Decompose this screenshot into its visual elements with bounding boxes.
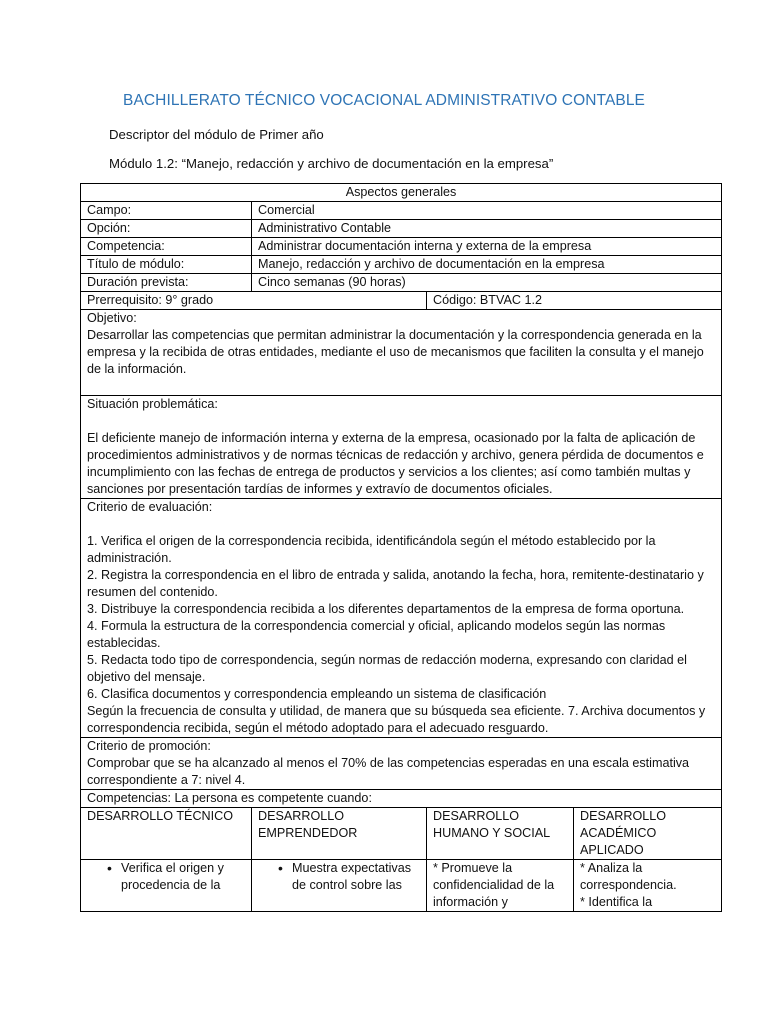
criteria-cell <box>81 499 722 738</box>
dev-header-academic: DESARROLLO ACADÉMICO APLICADO <box>574 808 722 860</box>
row-label: Campo: <box>81 202 252 220</box>
criteria-item: 4. Formula la estructura de la correspondencia comercial y oficial, aplicando modelos según las normas establecidas. <box>87 619 666 650</box>
dev-cell-text: * Promueve la confidencialidad de la información y <box>433 861 555 909</box>
criteria-item: 3. Distribuye la correspondencia recibida a los diferentes departamentos de la empresa de forma oportuna. <box>87 602 685 616</box>
dev-bullet-item: • Verifica el origen y procedencia de la <box>87 860 245 894</box>
promotion-label: Criterio de promoción: <box>87 739 211 753</box>
table-row <box>81 238 722 256</box>
dev-cell-academic <box>574 860 722 912</box>
table-row <box>81 274 722 292</box>
module-name: Módulo 1.2: “Manejo, redacción y archivo de documentación en la empresa” <box>109 156 554 171</box>
dev-cell-technical <box>81 860 252 912</box>
row-label: Opción: <box>81 220 252 238</box>
dev-bullet-item: • Muestra expectativas de control sobre las <box>258 860 420 894</box>
criteria-item: Según la frecuencia de consulta y utilidad, de manera que su búsqueda sea eficiente. 7. Archiva documentos y correspondencia recibida, según el método adoptado para el adecuado resguardo. <box>87 704 706 735</box>
criteria-item: 6. Clasifica documentos y correspondencia empleando un sistema de clasificación <box>87 687 547 701</box>
objective-text: Desarrollar las competencias que permitan administrar la documentación y la correspondencia generada en la empresa y la recibida de otras entidades, mediante el uso de mecanismos que faciliten la consulta y el manejo de la información. <box>87 328 704 376</box>
promotion-text: Comprobar que se ha alcanzado al menos el 70% de las competencias esperadas en una escala estimativa correspondiente a 7: nivel 4. <box>87 756 690 787</box>
row-label: Título de módulo: <box>81 256 252 274</box>
dev-cell-text: * Analiza la correspondencia. * Identifica la <box>580 861 677 909</box>
general-aspects-header: Aspectos generales <box>81 184 722 202</box>
criteria-label: Criterio de evaluación: <box>87 500 213 514</box>
table-row <box>81 256 722 274</box>
document-title: BACHILLERATO TÉCNICO VOCACIONAL ADMINISTRATIVO CONTABLE <box>123 92 645 109</box>
table-row <box>81 292 722 310</box>
prerequisite-cell: Prerrequisito: 9° grado <box>81 292 427 310</box>
dev-header-entrepreneur: DESARROLLO EMPRENDEDOR <box>252 808 427 860</box>
promotion-cell <box>81 738 722 790</box>
row-label: Duración prevista: <box>81 274 252 292</box>
table-row <box>81 202 722 220</box>
row-value: Administrar documentación interna y externa de la empresa <box>252 238 722 256</box>
competencies-label: Competencias: La persona es competente cuando: <box>81 790 722 808</box>
situation-label: Situación problemática: <box>87 397 218 411</box>
row-value: Comercial <box>252 202 722 220</box>
dev-cell-human-social <box>427 860 574 912</box>
dev-header-human-social: DESARROLLO HUMANO Y SOCIAL <box>427 808 574 860</box>
development-header-row <box>81 808 722 860</box>
situation-cell <box>81 396 722 499</box>
criteria-row <box>81 499 722 738</box>
row-value: Cinco semanas (90 horas) <box>252 274 722 292</box>
objective-row <box>81 310 722 396</box>
code-cell: Código: BTVAC 1.2 <box>427 292 722 310</box>
row-value: Administrativo Contable <box>252 220 722 238</box>
objective-cell <box>81 310 722 396</box>
dev-header-technical: DESARROLLO TÉCNICO <box>81 808 252 860</box>
table-header-row <box>81 184 722 202</box>
row-label: Competencia: <box>81 238 252 256</box>
situation-text: El deficiente manejo de información interna y externa de la empresa, ocasionado por la falta de aplicación de procedimientos administrativos y de normas técnicas de redacción y archivo, genera pérdida de documentos e incumplimiento con las fechas de entrega de productos y servicios a los clientes; así como también multas y sanciones por presentación tardías de informes y extravío de documentos oficiales. <box>87 431 704 496</box>
criteria-item: 1. Verifica el origen de la correspondencia recibida, identificándola según el método establecido por la administración. <box>87 534 656 565</box>
development-content-row <box>81 860 722 912</box>
dev-cell-entrepreneur <box>252 860 427 912</box>
situation-row <box>81 396 722 499</box>
module-table <box>80 183 722 912</box>
objective-label: Objetivo: <box>87 311 137 325</box>
promotion-row <box>81 738 722 790</box>
table-row <box>81 220 722 238</box>
competencies-row <box>81 790 722 808</box>
criteria-item: 2. Registra la correspondencia en el libro de entrada y salida, anotando la fecha, hora, remitente-destinatario y resumen del contenido. <box>87 568 704 599</box>
criteria-item: 5. Redacta todo tipo de correspondencia, según normas de redacción moderna, expresando con claridad el objetivo del mensaje. <box>87 653 687 684</box>
module-descriptor: Descriptor del módulo de Primer año <box>109 127 324 142</box>
row-value: Manejo, redacción y archivo de documentación en la empresa <box>252 256 722 274</box>
